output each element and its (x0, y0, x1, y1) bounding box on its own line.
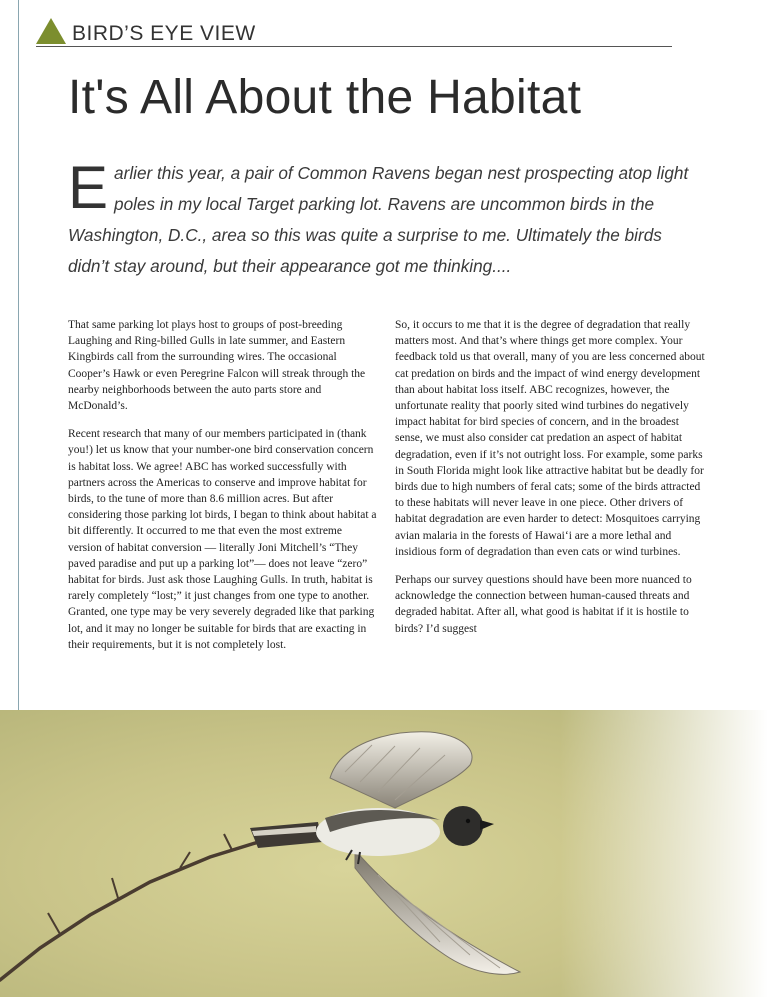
article-intro (68, 154, 698, 282)
section-header (36, 16, 672, 47)
section-label: BIRD’S EYE VIEW (72, 22, 256, 45)
body-paragraph: So, it occurs to me that it is the degree of degradation that really matters most. And that’s where things get more complex. Your feedback told us that overall, many of you are less concerned about cat predation on birds and the impact of wind energy development than about habitat loss itself. ABC recognizes, however, the unfortunate reality that poorly sited wind turbines do negatively impact habitat for bird species of concern, and in the broadest sense, we must also consider cat predation an aspect of habitat degradation, even if it’s not outright loss. For example, some parks in South Florida might look like attractive habitat but be deadly for birds due to high numbers of feral cats; some of the birds attracted to these habitats will never leave in one piece. Other drivers of habitat degradation are even harder to detect: Mosquitoes carrying avian malaria in the forests of Hawai‘i are a more lethal and insidious form of degradation than even cats or wind turbines. (395, 319, 705, 558)
intro-text: arlier this year, a pair of Common Ravens began nest prospecting atop light poles in my local Target parking lot. Ravens are uncommon birds in the Washington, D.C., area so this was quite a surprise to me. Ultimately the birds didn’t stay around, but their appearance got me thinking.... (68, 163, 689, 276)
page-left-rule (18, 0, 19, 710)
body-paragraph: Recent research that many of our members participated in (thank you!) let us know that your number-one bird conservation concern is habitat loss. We agree! ABC has worked successfully with partners across the Americas to conserve and improve habitat for birds, to the tune of more than 8.6 million acres. But after considering those parking lot birds, I began to think about habitat a bit differently. It occurred to me that even the most extreme version of habitat conversion — literally Joni Mitchell’s “They paved paradise and put up a parking lot”— does not leave “zero” habitat for birds. Just ask those Laughing Gulls. In truth, habitat is rarely completely “lost;” it just changes from one type to another. Granted, one type may be very severely degraded like that parking lot, and it may no longer be suitable for birds that are exacting in their requirements, but it is not completely lost. (68, 428, 377, 651)
body-column-left (68, 317, 378, 665)
triangle-icon (36, 18, 66, 44)
article-title: It's All About the Habitat (68, 71, 582, 124)
body-paragraph: That same parking lot plays host to groups of post-breeding Laughing and Ring-billed Gulls in late summer, and Eastern Kingbirds call from the surrounding wires. The occasional Cooper’s Hawk or even Peregrine Falcon will streak through the nearby neighborhoods between the auto parts store and McDonald’s. (68, 319, 366, 413)
drop-cap: E (68, 154, 109, 221)
kingbird-photo (0, 710, 768, 997)
body-column-right (395, 317, 705, 649)
body-paragraph: Perhaps our survey questions should have been more nuanced to acknowledge the connection between human-caused threats and degraded habitat. After all, what good is habitat if it is hostile to birds? I’d suggest (395, 574, 692, 635)
